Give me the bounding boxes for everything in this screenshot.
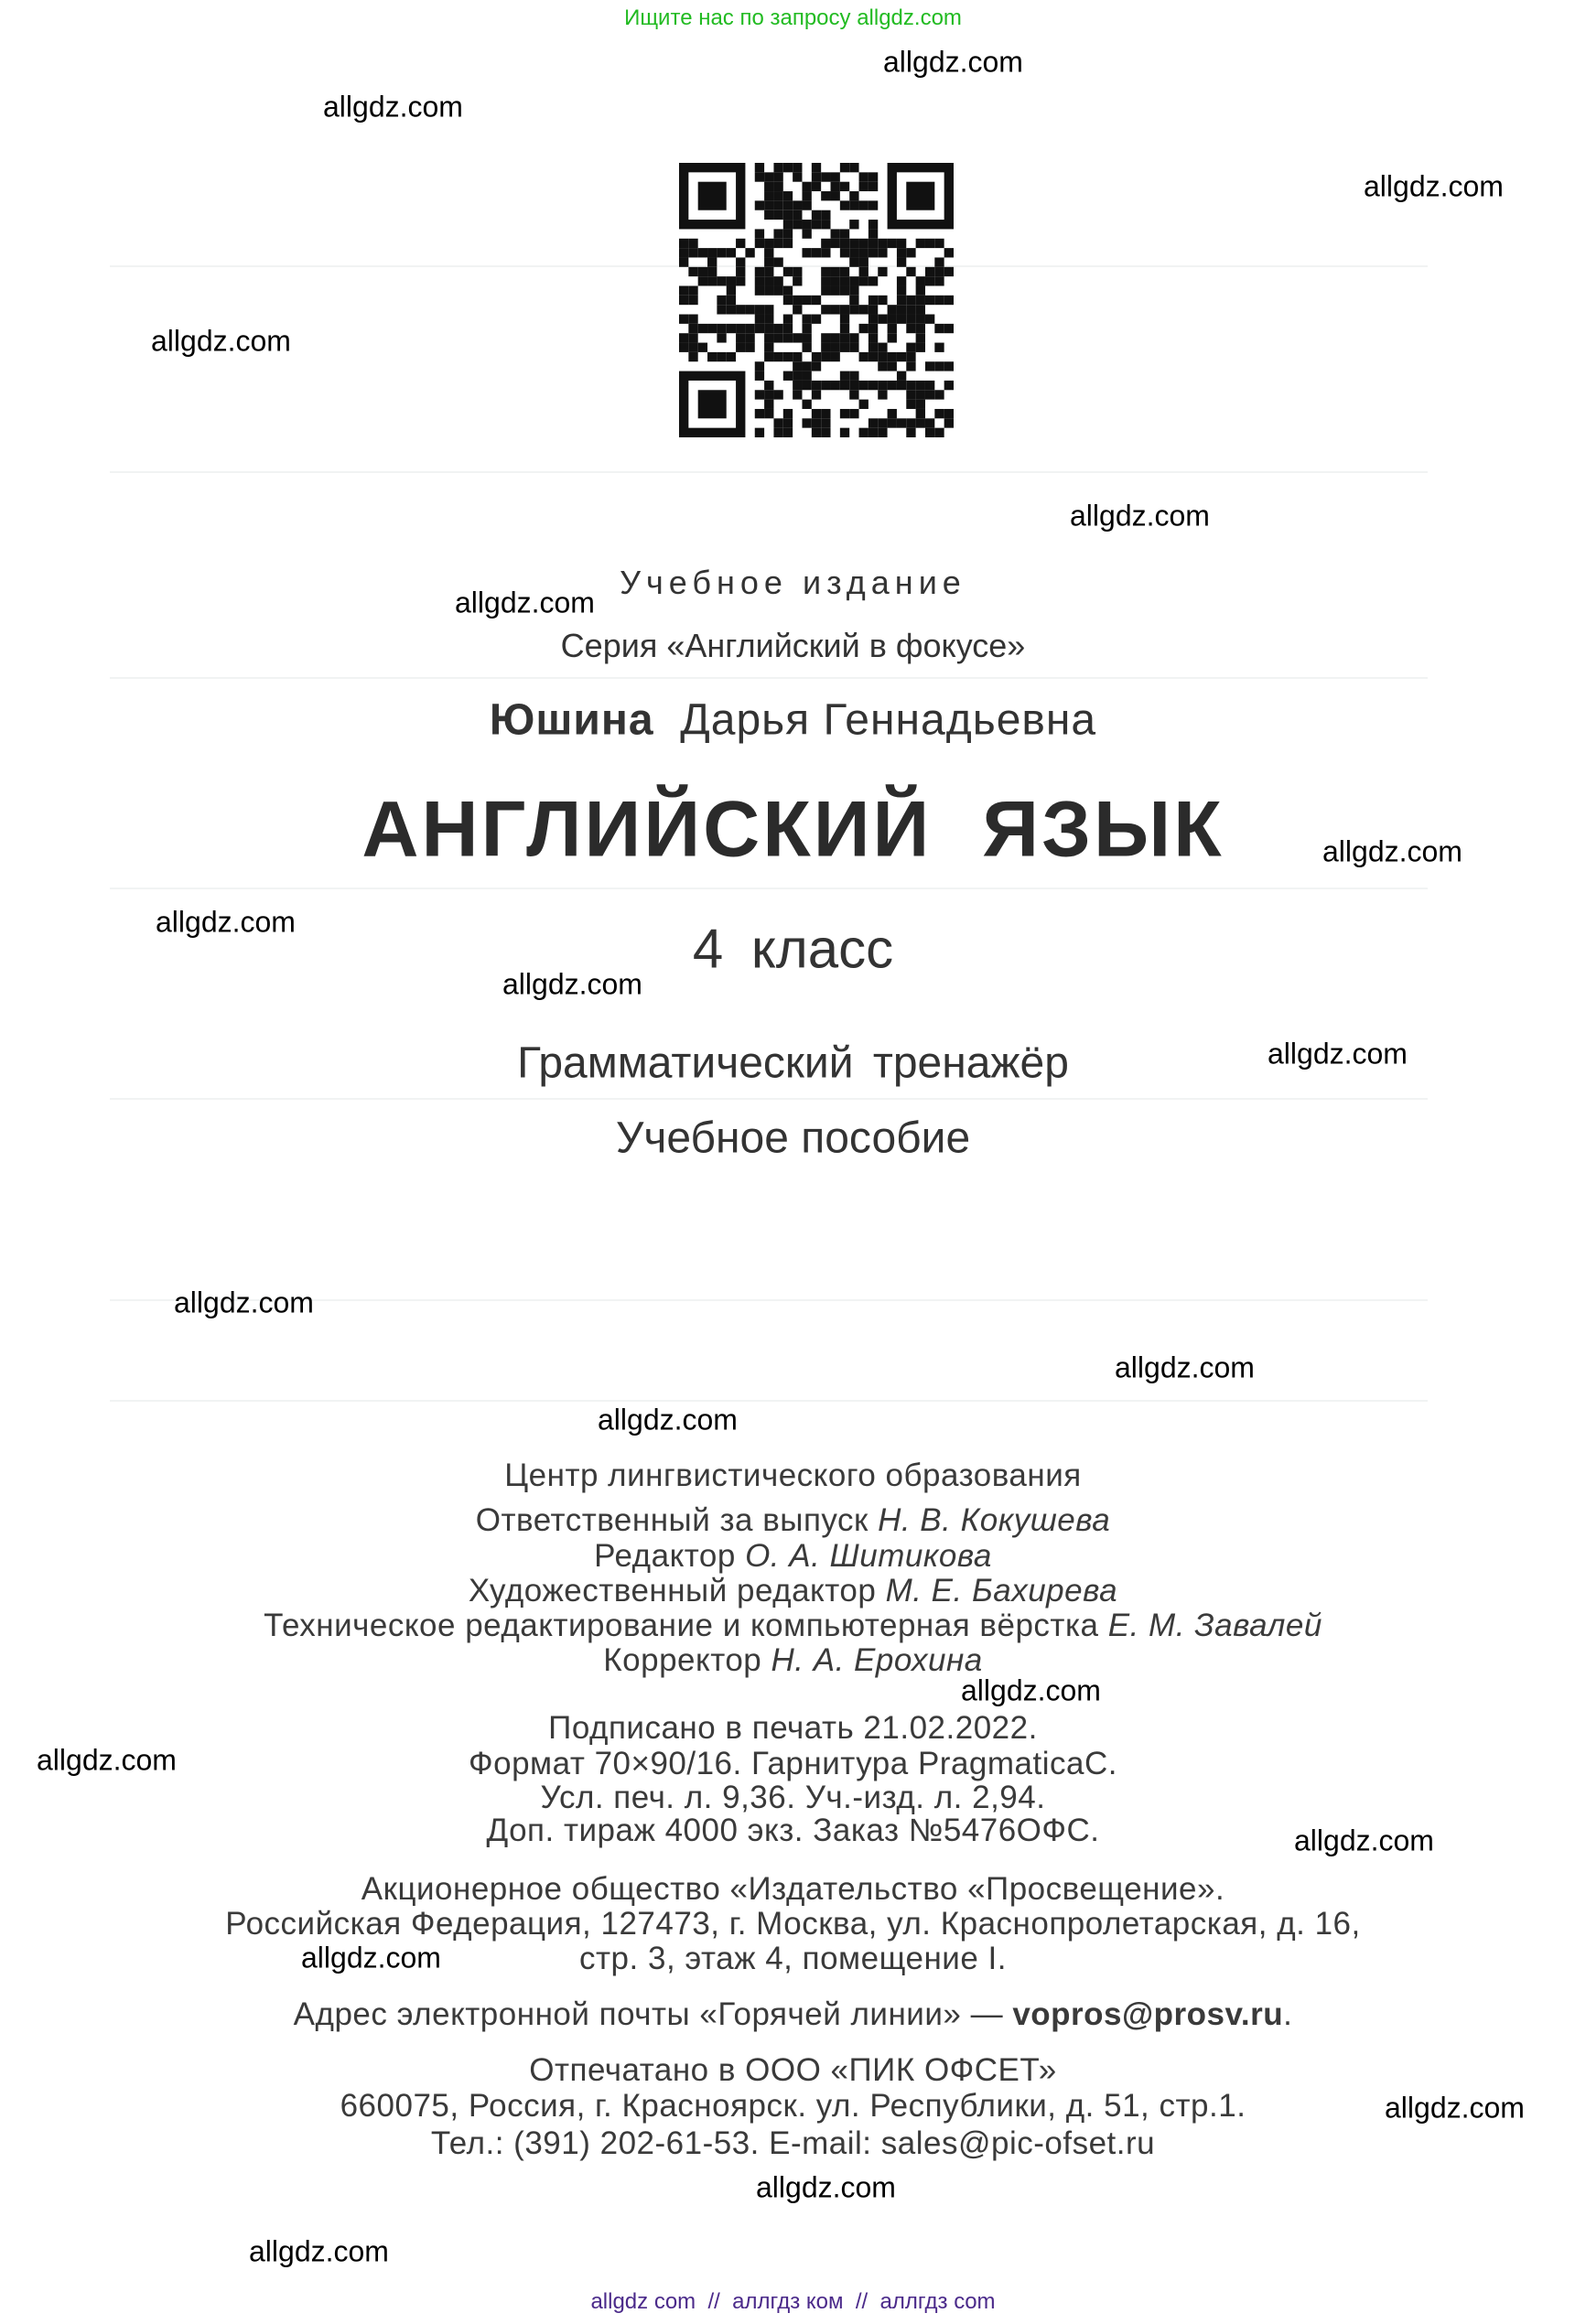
watermark: allgdz.com (1115, 1350, 1255, 1384)
hotline-end: . (1283, 1996, 1293, 2032)
print-info-line: Доп. тираж 4000 экз. Заказ №5476ОФС. (486, 1813, 1100, 1848)
credit-name: Н. В. Кокушева (878, 1502, 1111, 1538)
credit-role: Корректор (603, 1642, 762, 1678)
credit-role: Ответственный за выпуск (475, 1502, 869, 1538)
watermark: allgdz.com (301, 1941, 441, 1974)
watermark: allgdz.com (249, 2234, 389, 2268)
watermark: allgdz.com (883, 45, 1023, 79)
watermark: allgdz.com (1070, 499, 1210, 533)
print-info-line: Усл. печ. л. 9,36. Уч.-изд. л. 2,94. (540, 1780, 1046, 1815)
author (0, 695, 1586, 746)
watermark: allgdz.com (598, 1403, 738, 1436)
printer-line: Отпечатано в ООО «ПИК ОФСЕТ» (529, 2052, 1057, 2088)
credit-line (0, 1573, 1586, 1609)
printer-line: 660075, Россия, г. Красноярск. ул. Республики, д. 51, стр.1. (340, 2088, 1246, 2124)
book-title: АНГЛИЙСКИЙ ЯЗЫК (361, 785, 1225, 874)
hotline-label: Адрес электронной почты «Горячей линии» — (293, 1996, 1004, 2032)
author-surname: Юшина (489, 695, 654, 745)
qr-code[interactable] (679, 163, 954, 437)
printer-line: Тел.: (391) 202-61-53. E-mail: sales@pic-ofset.ru (430, 2125, 1156, 2161)
print-info-line: Формат 70×90/16. Гарнитура PragmaticaC. (469, 1746, 1117, 1781)
author-name: Дарья Геннадьевна (680, 695, 1097, 745)
watermark: allgdz.com (156, 905, 296, 939)
watermark: allgdz.com (151, 324, 291, 358)
footer-links[interactable]: allgdz com // аллгдз ком // аллгдз com (590, 2289, 996, 2314)
watermark: allgdz.com (37, 1743, 177, 1777)
watermark: allgdz.com (1385, 2091, 1525, 2125)
watermark: allgdz.com (1322, 834, 1462, 868)
credit-role: Редактор (594, 1538, 736, 1574)
subtitle: Грамматический тренажёр (517, 1038, 1069, 1088)
edition-type: Учебное издание (620, 564, 966, 601)
watermark: allgdz.com (1294, 1824, 1434, 1857)
credit-role: Художественный редактор (468, 1573, 877, 1609)
credit-line (0, 1608, 1586, 1644)
watermark: allgdz.com (756, 2170, 896, 2204)
center-name: Центр лингвистического образования (504, 1458, 1082, 1493)
hotline-email[interactable]: vopros@prosv.ru (1012, 1996, 1284, 2032)
book-type: Учебное пособие (615, 1114, 971, 1163)
watermark: allgdz.com (174, 1286, 314, 1319)
publisher-line: Акционерное общество «Издательство «Просвещение». (361, 1871, 1225, 1907)
credit-name: Е. М. Завалей (1107, 1608, 1322, 1643)
hotline (0, 1996, 1586, 2033)
credit-name: О. А. Шитикова (745, 1538, 992, 1574)
watermark: allgdz.com (323, 90, 463, 124)
credit-line (0, 1502, 1586, 1539)
watermark: allgdz.com (455, 586, 595, 619)
watermark: allgdz.com (1268, 1037, 1408, 1071)
search-banner[interactable]: Ищите нас по запросу allgdz.com (624, 5, 962, 30)
credit-name: М. Е. Бахирева (885, 1573, 1118, 1609)
credit-name: Н. А. Ерохина (771, 1642, 983, 1678)
credit-role: Техническое редактирование и компьютерная вёрстка (264, 1608, 1099, 1643)
print-info-line: Подписано в печать 21.02.2022. (548, 1710, 1038, 1746)
grade: 4 класс (692, 918, 894, 980)
credit-line (0, 1538, 1586, 1575)
watermark: allgdz.com (1364, 169, 1504, 203)
publisher-line: Российская Федерация, 127473, г. Москва, ул. Краснопролетарская, д. 16, (225, 1906, 1361, 1942)
watermark: allgdz.com (961, 1673, 1101, 1707)
publisher-line: стр. 3, этаж 4, помещение I. (579, 1941, 1007, 1976)
watermark: allgdz.com (502, 967, 642, 1001)
series: Серия «Английский в фокусе» (560, 627, 1026, 664)
credit-line (0, 1642, 1586, 1679)
